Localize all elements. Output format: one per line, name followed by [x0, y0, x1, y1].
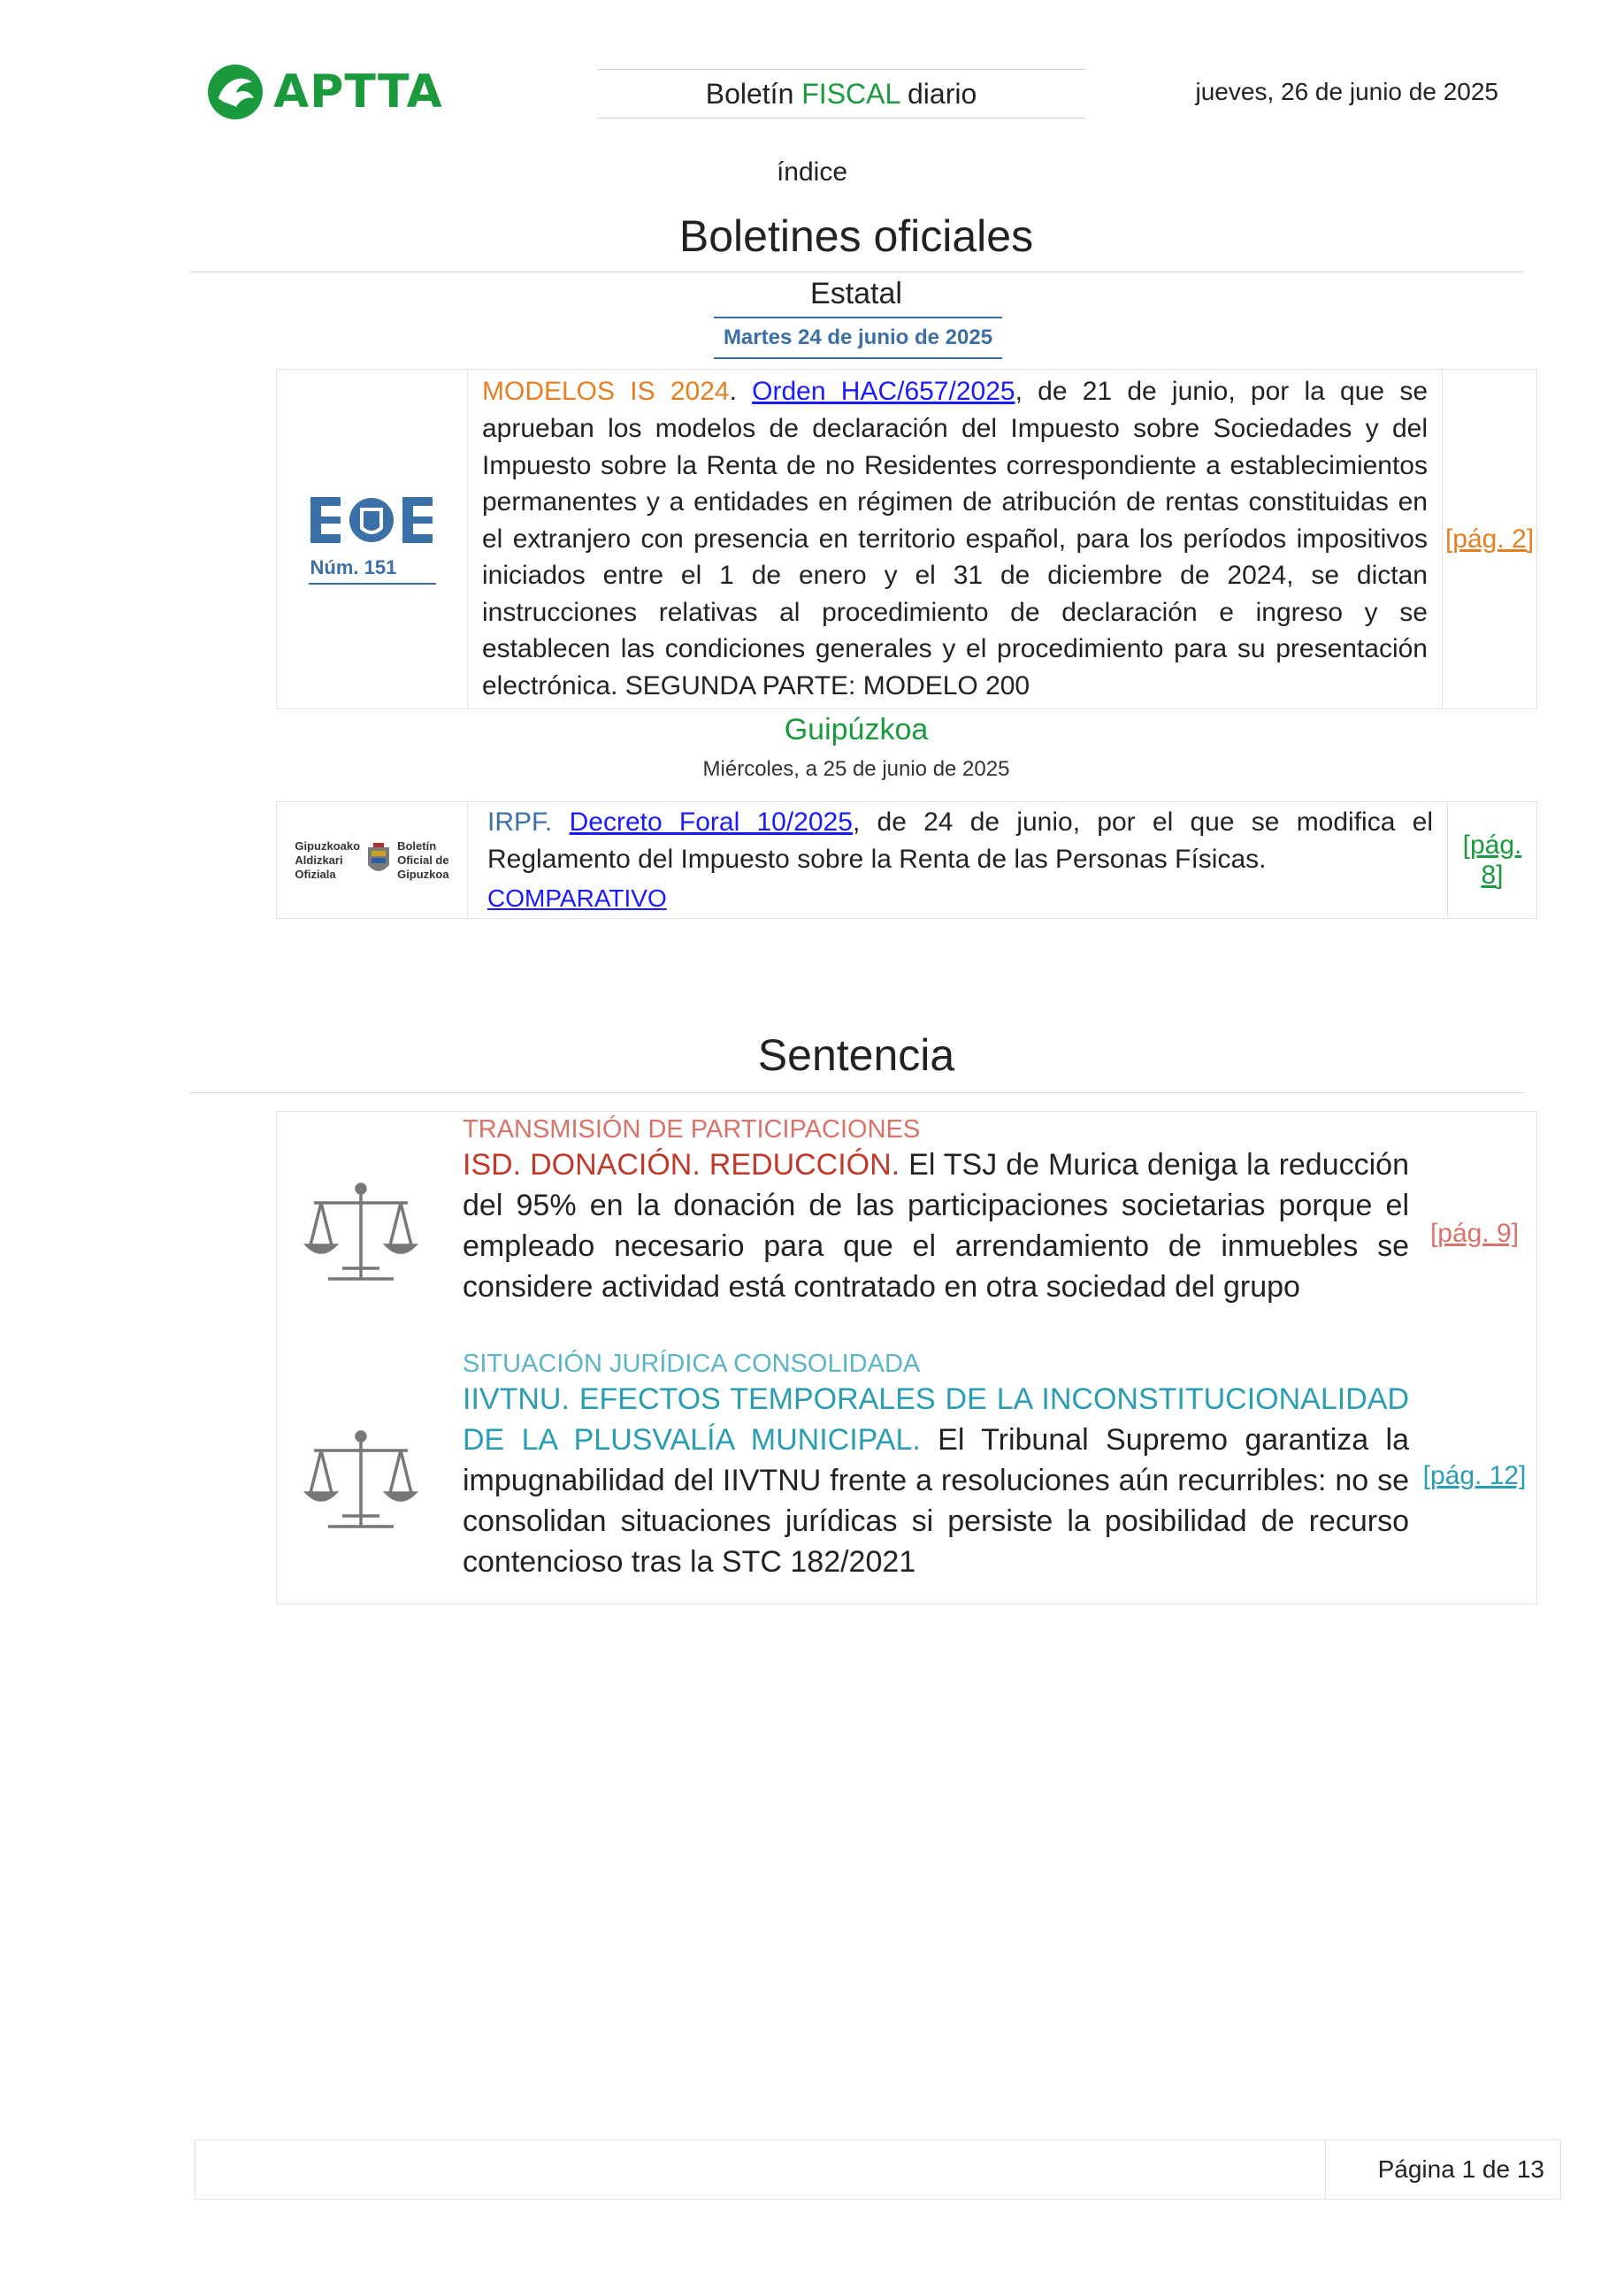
decreto-foral-link[interactable]: Decreto Foral 10/2025 — [569, 807, 853, 837]
entry-category: MODELOS IS 2024 — [482, 377, 730, 407]
estatal-label: Estatal — [810, 277, 902, 310]
bog-logo: Gipuzkoako Aldizkari Ofiziala Boletín Oficial de Gipuzkoa — [295, 839, 449, 881]
section-divider — [190, 1092, 1524, 1093]
sentencia-topic: TRANSMISIÓN DE PARTICIPACIONES — [463, 1115, 921, 1144]
orden-link[interactable]: Orden HAC/657/2025 — [752, 377, 1015, 407]
page-number: Página 1 de 13 — [1377, 2155, 1544, 2183]
sentencia-item: SITUACIÓN JURÍDICA CONSOLIDADA IIVTNU. EFECTOS TEMPORALES DE LA INCONSTITUCIONALIDAD DE LA PLUSVALÍA MUNICIPAL. El Tribunal Supremo garantiza la impugnabilidad del IIVTNU frente a resoluciones aún recurribles: no se consolidan situaciones jurídicas si persiste la posibilidad de recurso contencioso tras la STC 182/2021 — [463, 1350, 1409, 1579]
aptta-logo-icon — [206, 63, 264, 121]
boe-number: Núm. 151 — [309, 551, 436, 585]
boe-logo-icon — [309, 494, 434, 547]
sentencia-pages — [1413, 1112, 1537, 1604]
page-link[interactable]: [pág. 9] — [1429, 1219, 1520, 1248]
footer-divider — [1325, 2140, 1326, 2199]
estatal-date: Martes 24 de junio de 2025 — [714, 317, 1002, 359]
page-footer — [195, 2139, 1561, 2200]
page-link[interactable]: [pág. 8] — [1448, 802, 1537, 919]
page-link[interactable]: [pág. 12] — [1422, 1461, 1527, 1490]
guipuzkoa-date: Miércoles, a 25 de junio de 2025 — [702, 757, 1010, 781]
guipuzkoa-label: Guipúzkoa — [784, 713, 929, 746]
scales-of-justice-icon — [303, 1176, 418, 1291]
boe-entry-text: MODELOS IS 2024. Orden HAC/657/2025, de 21 de junio, por la que se aprueban los modelos de declaración del Impuesto sobre Sociedades y del Impuesto sobre la Renta de no Residentes correspondiente a establecimientos permanentes y a entidades en régimen de atribución de rentas constituidas en el extranjero con presencia en territorio español, para los períodos impositivos iniciados entre el 1 de enero y el 31 de diciembre de 2024, se dictan instrucciones relativas al procedimiento de declaración e ingreso y se establecen las condiciones generales y el procedimiento para su presentación electrónica. SEGUNDA PARTE: MODELO 200 — [468, 370, 1443, 709]
scales-cell — [277, 1112, 446, 1604]
boletines-title: Boletines oficiales — [678, 211, 1034, 261]
entry-category: IRPF. — [487, 807, 553, 837]
sentencia-items — [445, 1112, 1413, 1604]
sentencia-topic: SITUACIÓN JURÍDICA CONSOLIDADA — [463, 1350, 921, 1378]
bog-logo-cell — [277, 802, 468, 919]
header-date: jueves, 26 de junio de 2025 — [1195, 78, 1498, 105]
index-label[interactable]: índice — [776, 157, 848, 187]
gipuzkoa-crest-icon — [365, 842, 392, 879]
comparativo-link[interactable]: COMPARATIVO — [487, 884, 667, 913]
sentencia-entry — [276, 1111, 1537, 1604]
aptta-logo-text: APTTA — [273, 65, 443, 119]
aptta-logo — [206, 60, 458, 124]
bog-entry-text: IRPF. Decreto Foral 10/2025, de 24 de junio, por el que se modifica el Reglamento del Impuesto sobre la Renta de las Personas Físicas. COMPARATIVO — [468, 802, 1448, 919]
bog-entry — [276, 801, 1537, 919]
boe-logo-cell — [277, 370, 468, 709]
boe-entry — [276, 369, 1537, 709]
sentencia-headline: ISD. DONACIÓN. REDUCCIÓN. — [463, 1148, 900, 1182]
sentencia-headline: IIVTNU. EFECTOS TEMPORALES DE LA INCONSTITUCIONALIDAD DE LA PLUSVALÍA MUNICIPAL. — [463, 1382, 1409, 1457]
sentencia-title: Sentencia — [757, 1030, 955, 1080]
sentencia-item: TRANSMISIÓN DE PARTICIPACIONES ISD. DONACIÓN. REDUCCIÓN. El TSJ de Murica deniga la reducción del 95% en la donación de las participaciones societarias porque el empleado necesario para que el arrendamiento de inmuebles se considere actividad está contratado en otra sociedad del grupo — [463, 1115, 1409, 1304]
bulletin-title: Boletín FISCAL diario — [597, 69, 1085, 119]
page-link[interactable]: [pág. 2] — [1443, 370, 1537, 709]
scales-of-justice-icon — [303, 1424, 418, 1539]
